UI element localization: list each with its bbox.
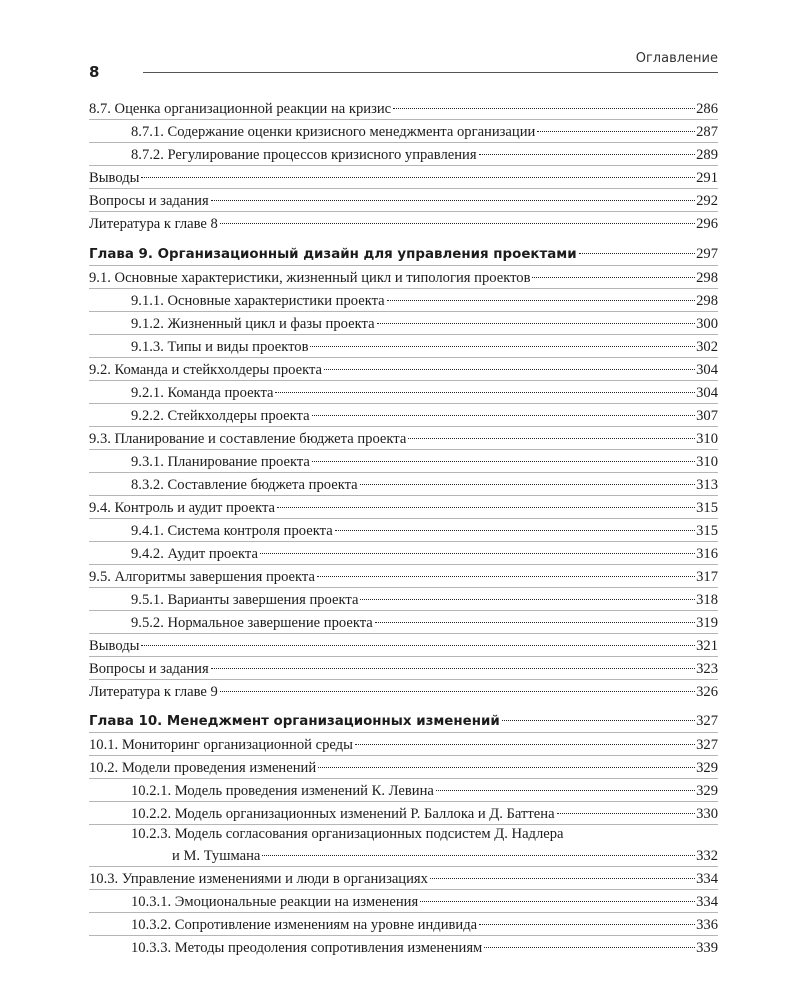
toc-entry[interactable]: 10.3.2. Сопротивление изменениям на уровне индивида 336 <box>131 917 718 933</box>
toc-entry[interactable]: 10.3.3. Методы преодоления сопротивления изменениям 339 <box>131 940 718 956</box>
toc-entry[interactable]: 9.4.2. Аудит проекта 316 <box>131 546 718 562</box>
toc-chapter-entry[interactable]: Глава 10. Менеджмент организационных изменений 327 <box>89 713 718 729</box>
toc-entry[interactable]: 9.1.1. Основные характеристики проекта 298 <box>131 293 718 309</box>
toc-entry[interactable]: 9.5. Алгоритмы завершения проекта 317 <box>89 569 718 585</box>
running-header: Оглавление <box>635 51 718 66</box>
page-number: 8 <box>89 63 100 81</box>
toc-entry[interactable]: Вопросы и задания 323 <box>89 661 718 677</box>
toc-entry[interactable]: 9.1. Основные характеристики, жизненный цикл и типология проектов 298 <box>89 270 718 286</box>
toc-entry[interactable]: 10.3. Управление изменениями и люди в организациях 334 <box>89 871 718 887</box>
toc-entry[interactable]: 9.3. Планирование и составление бюджета проекта 310 <box>89 431 718 447</box>
toc-entry[interactable]: 9.2.1. Команда проекта 304 <box>131 385 718 401</box>
toc-entry[interactable]: 10.1. Мониторинг организационной среды 327 <box>89 737 718 753</box>
toc-entry[interactable]: 8.7.2. Регулирование процессов кризисного управления 289 <box>131 147 718 163</box>
toc-entry[interactable]: 10.2.1. Модель проведения изменений К. Левина 329 <box>131 783 718 799</box>
toc-entry[interactable]: 9.5.1. Варианты завершения проекта 318 <box>131 592 718 608</box>
toc-entry[interactable]: 9.4.1. Система контроля проекта 315 <box>131 523 718 539</box>
toc-entry[interactable]: 10.2.3. Модель согласования организационных подсистем Д. Надлера и М. Тушмана 332 <box>131 826 718 864</box>
toc-entry[interactable]: 9.3.1. Планирование проекта 310 <box>131 454 718 470</box>
toc-entry[interactable]: 9.2.2. Стейкхолдеры проекта 307 <box>131 408 718 424</box>
toc-entry[interactable]: 9.1.2. Жизненный цикл и фазы проекта 300 <box>131 316 718 332</box>
toc-entry[interactable]: Выводы 321 <box>89 638 718 654</box>
toc-entry[interactable]: 10.3.1. Эмоциональные реакции на изменения 334 <box>131 894 718 910</box>
toc-entry[interactable]: 10.2.2. Модель организационных изменений Р. Баллока и Д. Баттена 330 <box>131 806 718 822</box>
toc-entry[interactable]: 8.7. Оценка организационной реакции на кризис 286 <box>89 101 718 117</box>
toc-entry[interactable]: 8.3.2. Составление бюджета проекта 313 <box>131 477 718 493</box>
toc-entry[interactable]: 9.1.3. Типы и виды проектов 302 <box>131 339 718 355</box>
header-rule <box>143 72 718 73</box>
toc-entry[interactable]: 9.2. Команда и стейкхолдеры проекта 304 <box>89 362 718 378</box>
toc-entry[interactable]: Вопросы и задания 292 <box>89 193 718 209</box>
toc-entry[interactable]: 8.7.1. Содержание оценки кризисного менеджмента организации 287 <box>131 124 718 140</box>
toc-entry[interactable]: Литература к главе 9 326 <box>89 684 718 700</box>
toc-entry[interactable]: 9.5.2. Нормальное завершение проекта 319 <box>131 615 718 631</box>
toc-chapter-entry[interactable]: Глава 9. Организационный дизайн для управления проектами 297 <box>89 246 718 262</box>
toc-entry[interactable]: Литература к главе 8 296 <box>89 216 718 232</box>
toc-entry[interactable]: 9.4. Контроль и аудит проекта 315 <box>89 500 718 516</box>
toc-entry[interactable]: Выводы 291 <box>89 170 718 186</box>
toc-entry[interactable]: 10.2. Модели проведения изменений 329 <box>89 760 718 776</box>
